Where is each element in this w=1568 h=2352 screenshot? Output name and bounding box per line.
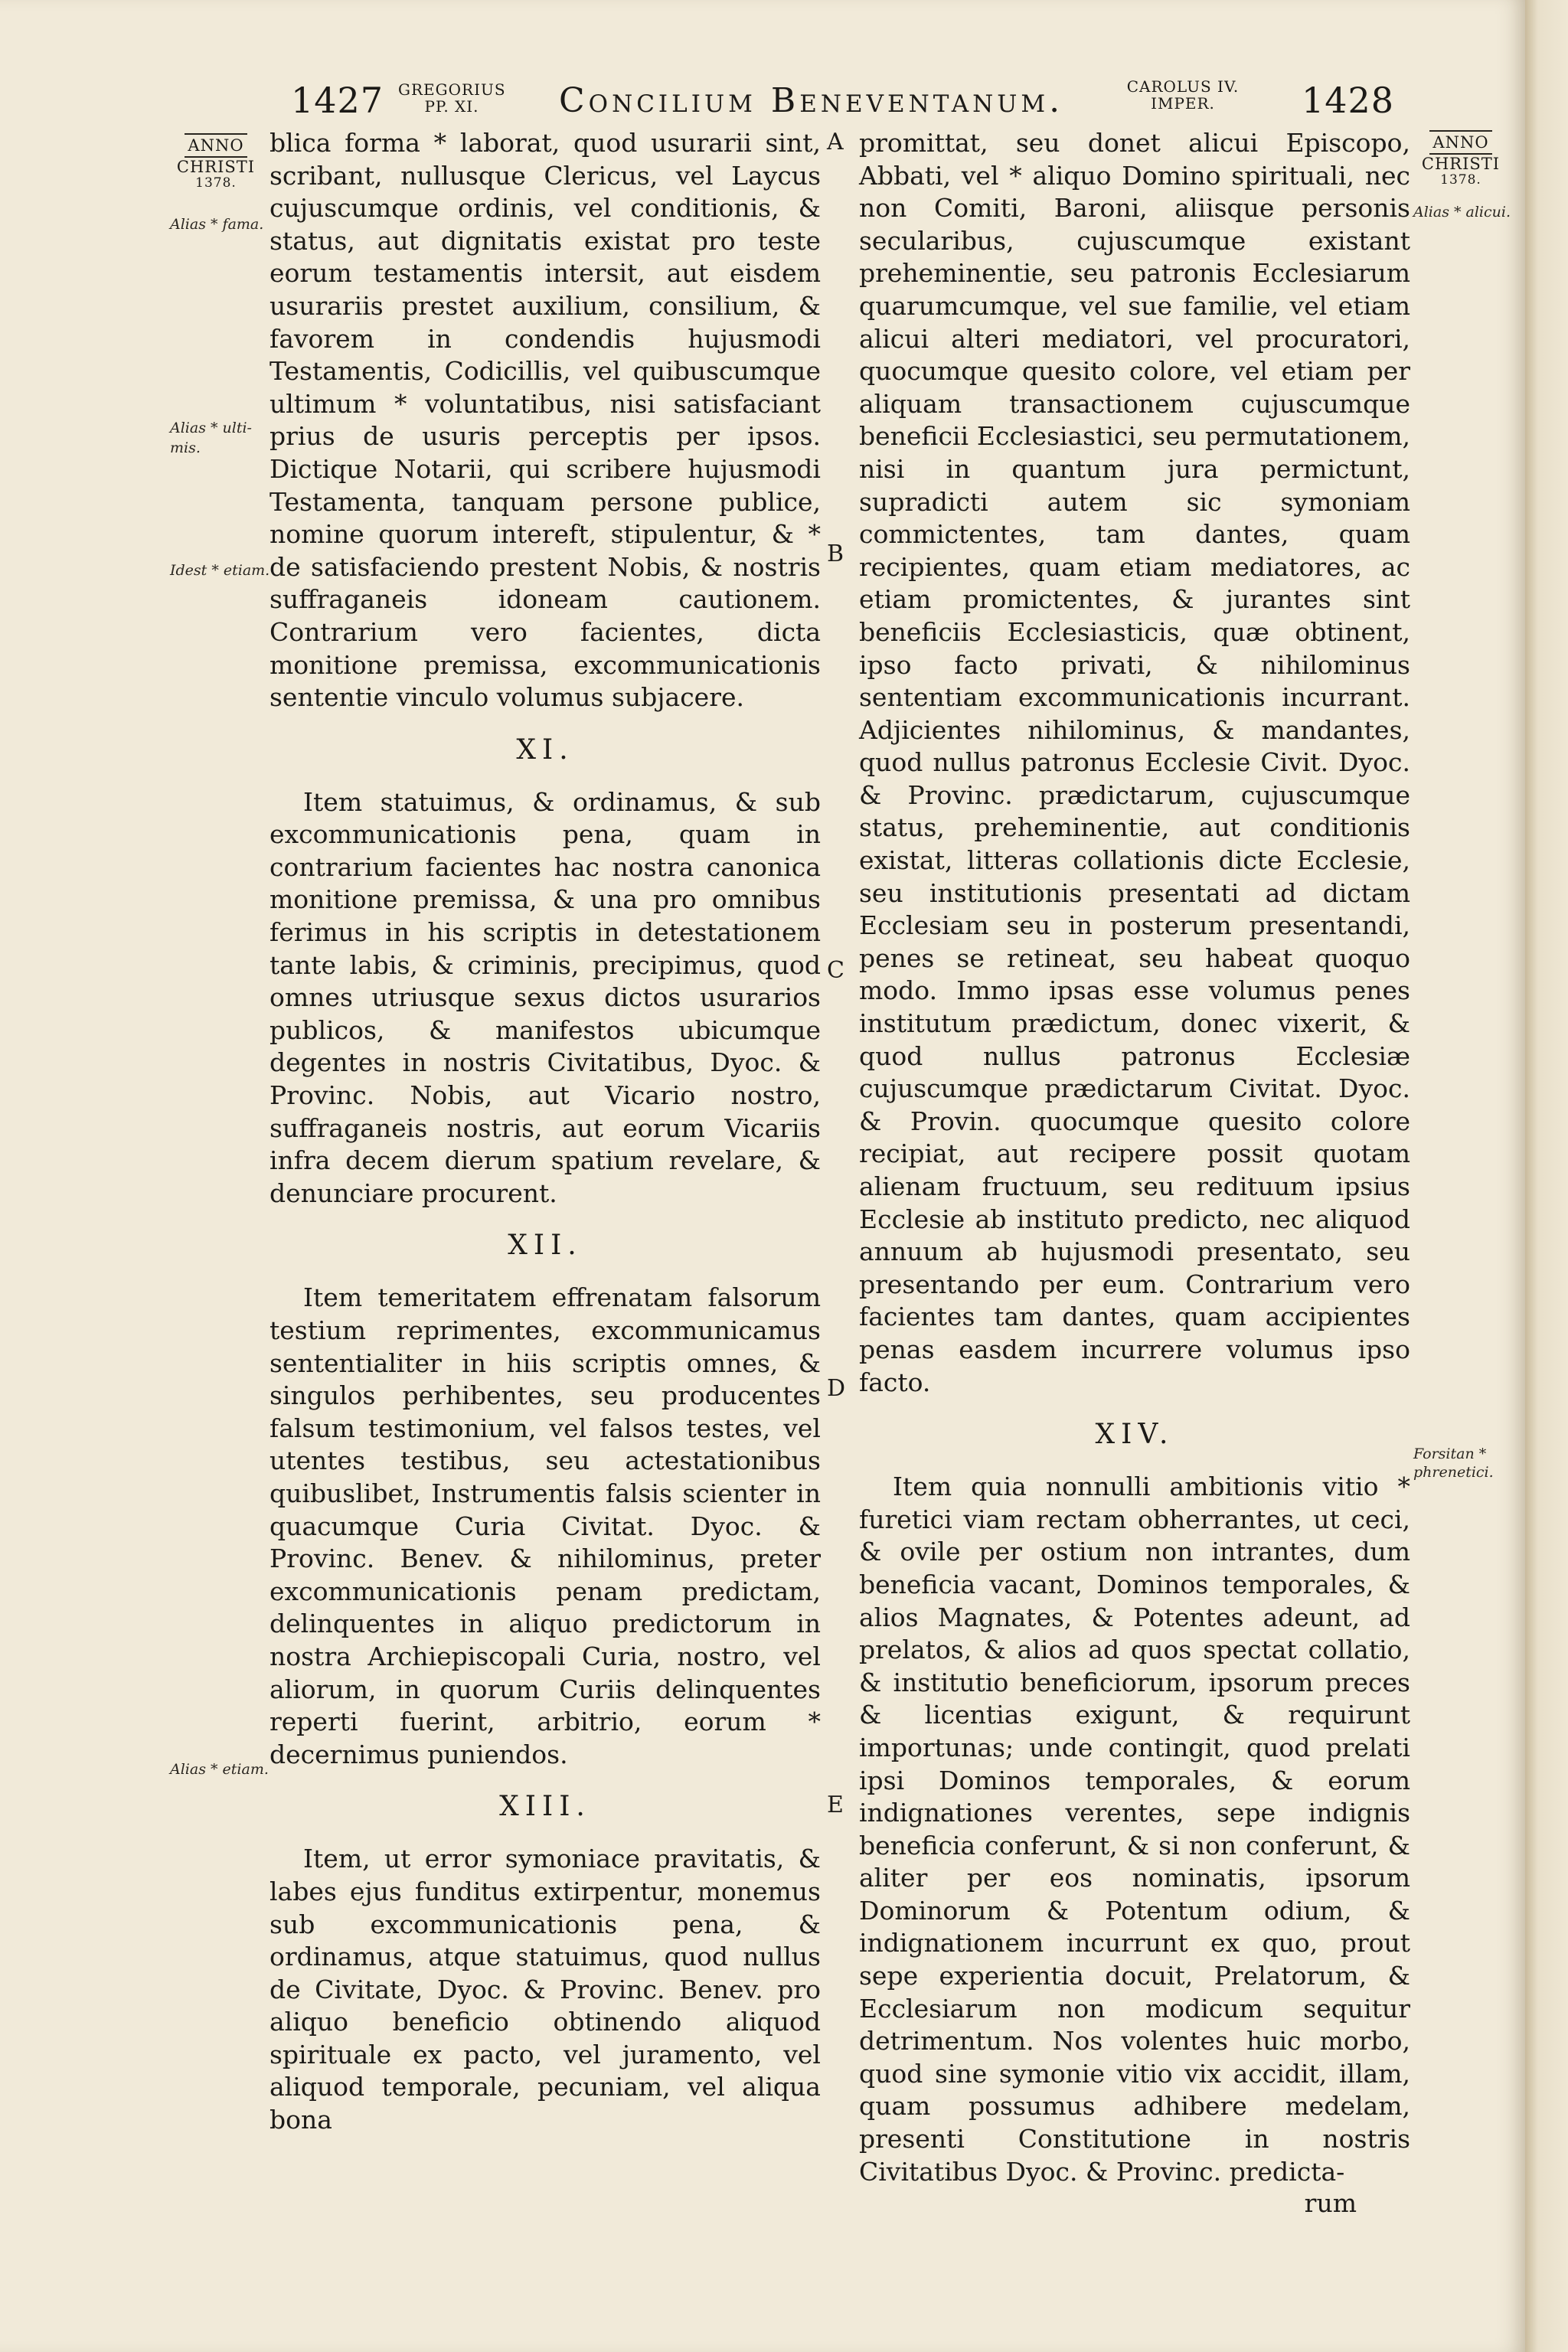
- margin-note-ultimis: Alias * ulti-: [170, 420, 252, 436]
- left-paragraph-continued: blica forma * laborat, quod usurarii sint, scribant, nullusque Clericus, vel Laycus cujuscumque ordinis, vel conditionis, & status, aut dignitatis existat pro teste eorum testamentis intersit, aut eisdem usurariis prestet auxilium, consilium, & favorem in condendis hujusmodi Testamentis, Codicillis, vel quibuscumque ultimum * voluntatibus, nisi satisfaciant prius de usuris perceptis per ipsos. Dictique Notarii, qui scribere hujusmodi Testamenta, tanquam persone publice, nomine quorum intereft, stipulentur, & * de satisfaciendo prestent Nobis, & nostris suffraganeis idoneam cautionem. Contrarium vero facientes, dicta monitione premissa, excommunicationis sententie vinculo volumus subjacere.: [270, 128, 821, 713]
- section-heading-xiv: XIV.: [1095, 1419, 1174, 1451]
- emperor-heading: CAROLUS IV. IMPER.: [1126, 77, 1240, 113]
- anno-christi-right: ANNO CHRISTI 1378.: [1413, 130, 1508, 187]
- margin-note-etiam: Alias * etiam.: [170, 1761, 269, 1778]
- section-letter-b: B: [827, 541, 844, 567]
- running-header: [0, 74, 1525, 135]
- paragraph-xiv: Item quia nonnulli ambitionis vitio * furetici viam rectam obherrantes, ut ceci, & ovile per ostium non intrantes, dum beneficia vacant, Dominos temporales, & alios Magnates, & Potentes adeunt, ad prelatos, & alios ad quos spectat collatio, & institutio beneficiorum, ipsorum preces & licentias exigunt, & requirunt importunas; unde contingit, quod prelati ipsi Dominos temporales, & eorum indignationes verentes, sepe indignis beneficia conferunt, & si non conferunt, & aliter per eos nominatis, ipsorum Dominorum & Potentum odium, & indignationem incurrunt ex quo, prout sepe experientia docuit, Prelatorum, & Ecclesiarum non modicum sequitur detrimentum. Nos volentes huic morbo, quod sine symonie vitio vix accidit, illam, quam possumus adhibere medelam, presenti Constitutione in nostris Civitatibus Dyoc. & Provinc. predicta-: [859, 1472, 1410, 2187]
- margin-note-forsitan: Forsitan *: [1413, 1446, 1487, 1462]
- margin-note-ultimis-2: mis.: [170, 439, 201, 456]
- section-heading-xi: XI.: [516, 733, 574, 766]
- margin-note-phrenetici: phrenetici.: [1413, 1464, 1494, 1481]
- margin-note-alicui: Alias * alicui.: [1413, 204, 1511, 220]
- catchword: rum: [1304, 2188, 1357, 2219]
- section-letter-e: E: [827, 1792, 844, 1818]
- right-column: [859, 127, 1410, 2219]
- page-title: Concilium Beneventanum.: [559, 81, 1064, 120]
- paragraph-xii: Item temeritatem effrenatam falsorum testium reprimentes, excommunicamus sententialiter in hiis scriptis omnes, & singulos perhibentes, seu producentes falsum testimonium, vel falsos testes, vel utentes testibus, seu actestationibus quibuslibet, Instrumentis falsis scienter in quacumque Curia Civitat. Dyoc. & Provinc. Benev. & nihilominus, preter excommunicationis penam predictam, delinquentes in aliquo predictorum in nostra Archiepiscopali Curia, nostro, vel aliorum, in quorum Curiis delinquentes reperti fuerint, arbitrio, eorum * decernimus puniendos.: [270, 1282, 821, 1769]
- section-letter-a: A: [827, 129, 844, 155]
- next-page-edge: [1525, 0, 1568, 2352]
- section-letter-d: D: [827, 1375, 846, 1402]
- right-paragraph-continued: promittat, seu donet alicui Episcopo, Abbati, vel * aliquo Domino spirituali, nec non Comiti, Baroni, aliisque personis secularibus, cujuscumque existant preheminentie, seu patronis Ecclesiarum quarumcumque, vel sue familie, vel etiam alicui alteri mediatori, vel procuratori, quocumque quesito colore, vel etiam per aliquam transactionem cujuscumque beneficii Ecclesiastici, seu permutationem, nisi in quantum jura permictunt, supradicti autem sic symoniam commictentes, tam dantes, quam recipientes, quam etiam mediatores, ac etiam promictentes, & jurantes sint beneficiis Ecclesiasticis, quæ obtinent, ipso facto privati, & nihilominus sententiam excommunicationis incurrant. Adjicientes nihilominus, & mandantes, quod nullus patronus Ecclesie Civit. Dyoc. & Provinc. prædictarum, cujuscumque status, preheminentie, aut conditionis existat, litteras collationis dicte Ecclesie, seu institutionis presentati ad dictam Ecclesiam seu in posterum presentandi, penes se retineat, seu habeat quoquo modo. Immo ipsas esse volumus penes institutum prædictum, donec vixerit, & quod nullus patronus Ecclesiæ cujuscumque prædictarum Civitat. Dyoc. & Provin. quocumque quesito colore recipiat, aut recipere possit quotam alienam fructuum, seu redituum ipsius Ecclesie ab instituto predicto, nec aliquod annuum ab hujusmodi presentato, seu presentando per eum. Contrarium vero facientes tam dantes, quam accipientes penas easdem incurrere volumus ipso facto.: [859, 128, 1410, 1397]
- paragraph-xi: Item statuimus, & ordinamus, & sub excommunicationis pena, quam in contrarium facientes hac nostra canonica monitione premissa, & una pro omnibus ferimus in his scriptis in detestationem tante labis, & criminis, precipimus, quod omnes utriusque sexus dictos usurarios publicos, & manifestos ubicumque degentes in nostris Civitatibus, Dyoc. & Provinc. Nobis, aut Vicario nostro, suffraganeis nostris, aut eorum Vicariis infra decem dierum spatium revelare, & denunciare procurent.: [270, 786, 821, 1208]
- anno-christi-left: ANNO CHRISTI 1378.: [170, 133, 262, 190]
- page-number-right: 1428: [1302, 80, 1395, 121]
- margin-note-idest: Idest * etiam.: [170, 562, 270, 579]
- margin-note-fama: Alias * fama.: [170, 216, 264, 233]
- pope-heading: GREGORIUS PP. XI.: [398, 80, 506, 116]
- section-heading-xii: XII.: [508, 1230, 583, 1262]
- left-column: [270, 127, 821, 2137]
- section-heading-xiii: XIII.: [499, 1791, 591, 1823]
- paragraph-xiii: Item, ut error symoniace pravitatis, & labes ejus funditus extirpentur, monemus sub excommunicationis pena, & ordinamus, atque statuimus, quod nullus de Civitate, Dyoc. & Provinc. Benev. pro aliquo beneficio obtinendo aliquod spirituale ex pacto, vel juramento, vel aliquod temporale, pecuniam, vel aliqua bona: [270, 1844, 821, 2135]
- page-number-left: 1427: [291, 80, 384, 121]
- section-letter-c: C: [827, 957, 844, 984]
